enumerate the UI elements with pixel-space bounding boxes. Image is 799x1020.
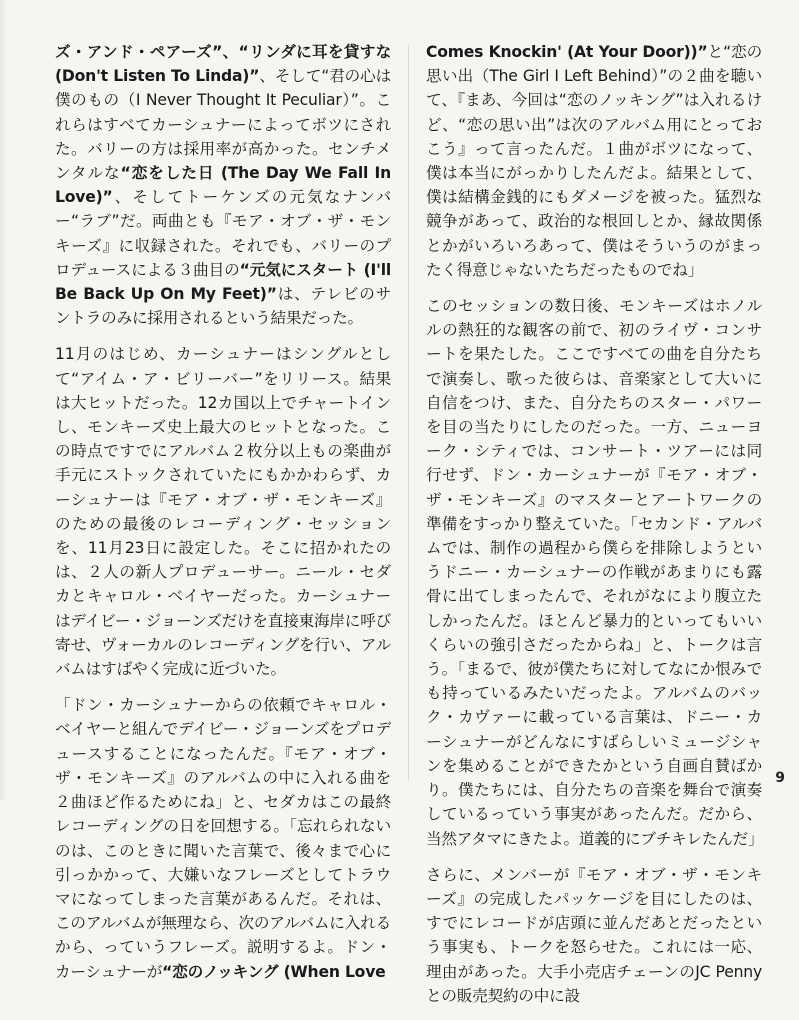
- left-paragraph-1: ズ・アンド・ペアーズ”、“リンダに耳を貸すな (Don't Listen To Linda)”、そして“君の心は僕のもの（I Never Thought It Peculiar）”。これらはすべてカーシュナーによってボツにされた。バリーの方は採用率が高かった。センチメンタルな“恋をした日 (The Day We Fall In Love)”、そしてトーケンズの元気なナンバー“ラブ”だ。両曲とも『モア・オブ・ザ・モンキーズ』に収録された。それでも、バリーのプロデュースによる３曲目の“元気にスタート (I'll Be Back Up On My Feet)”は、テレビのサントラのみに採用されるという結果だった。: [55, 43, 391, 328]
- song-title-bold: ズ・アンド・ペアーズ”、“リンダに耳を貸すな (Don't Listen To Linda)”: [55, 43, 391, 86]
- page-number: 9: [775, 770, 785, 786]
- left-column: [55, 40, 391, 996]
- song-title-bold: Comes Knockin' (At Your Door))”: [426, 43, 708, 61]
- song-title-bold: “恋をした日 (The Day We Fall In Love)”: [55, 164, 391, 207]
- right-column: [426, 40, 762, 1020]
- column-divider: [408, 45, 409, 780]
- right-paragraph-3: さらに、メンバーが『モア・オブ・ザ・モンキーズ』の完成したパッケージを目にしたのは、すでにレコードが店頭に並んだあとだったという事実も、トークを怒らせた。これには一応、理由があった。大手小売店チェーンのJC Pennyとの販売契約の中に設: [426, 865, 762, 1005]
- left-paragraph-3: 「ドン・カーシュナーからの依頼でキャロル・ベイヤーと組んでデイビー・ジョーンズをプロデュースすることになったんだ。『モア・オブ・ザ・モンキーズ』のアルバムの中に入れる曲を２曲ほど作るためにね」と、セダカはこの最終レコーディングの日を回想する。「忘れられないのは、このときに聞いた言葉で、後々まで心に引っかかって、大嫌いなフレーズとしてトラウマになってしまった言葉があるんだ。それは、このアルバムが無理なら、次のアルバムに入れるから、っていうフレーズ。説明するよ。ドン・カーシュナーが“恋のノッキング (When Love: [55, 696, 391, 981]
- song-title-bold: “元気にスタート (I'll Be Back Up On My Feet)”: [55, 260, 391, 304]
- right-paragraph-1: Comes Knockin' (At Your Door))”と“恋の思い出（The Girl I Left Behind）”の２曲を聴いて、『まあ、今回は“恋のノッキング”は入れるけど、“恋の思い出”は次のアルバム用にとっておこう』って言ったんだ。１曲がボツになって、僕は本当にがっかりしたんだよ。結果として、僕は結構金銭的にもダメージを被った。猛烈な競争があって、政治的な根回しとか、縁故関係とかがいろいろあって、僕はそういうのがまったく得意じゃないたちだったものでね」: [426, 43, 762, 279]
- left-paragraph-2: 11月のはじめ、カーシュナーはシングルとして“アイム・ア・ビリーバー”をリリース。結果は大ヒットだった。12カ国以上でチャートインし、モンキーズ史上最大のヒットとなった。この時点ですでにアルバム２枚分以上もの楽曲が手元にストックされていたにもかかわらず、カーシュナーは『モア・オブ・ザ・モンキーズ』のための最後のレコーディング・セッションを、11月23日に設定した。そこに招かれたのは、２人の新人プロデューサー。ニール・セダカとキャロル・ベイヤーだった。カーシュナーはデイビー・ジョーンズだけを直接東海岸に呼び寄せ、ヴォーカルのレコーディングを行い、アルバムはすばやく完成に近づいた。: [55, 345, 391, 679]
- page-edge-shadow: [0, 0, 8, 800]
- right-paragraph-2: このセッションの数日後、モンキーズはホノルルの熱狂的な観客の前で、初のライヴ・コンサートを果たした。ここですべての曲を自分たちで演奏し、歌った彼らは、音楽家として大いに自信をつけ、また、自分たちのスター・パワーを目の当たりにしたのだった。一方、ニューヨーク・シティでは、コンサート・ツアーには同行せず、ドン・カーシュナーが『モア・オブ・ザ・モンキーズ』のマスターとアートワークの準備をすっかり整えていた。「セカンド・アルバムでは、制作の過程から僕らを排除しようというドニー・カーシュナーの作戦があまりにも露骨に出てしまったんで、それがなにより腹立たしかったんだ。ほとんど暴力的といってもいいくらいの強引さだったからね」と、トークは言う。「まるで、彼が僕たちに対してなにか恨みでも持っているみたいだったよ。アルバムのバック・カヴァーに載っている言葉は、ドニー・カーシュナーがどんなにすばらしいミュージシャンを集めることができたかという自画自賛ばかり。僕たちには、自分たちの音楽を舞台で演奏しているっていう事実があったんだ。だから、当然アタマにきたよ。道義的にブチキレたんだ」: [426, 297, 764, 848]
- song-title-bold: “恋のノッキング (When Love: [162, 962, 386, 981]
